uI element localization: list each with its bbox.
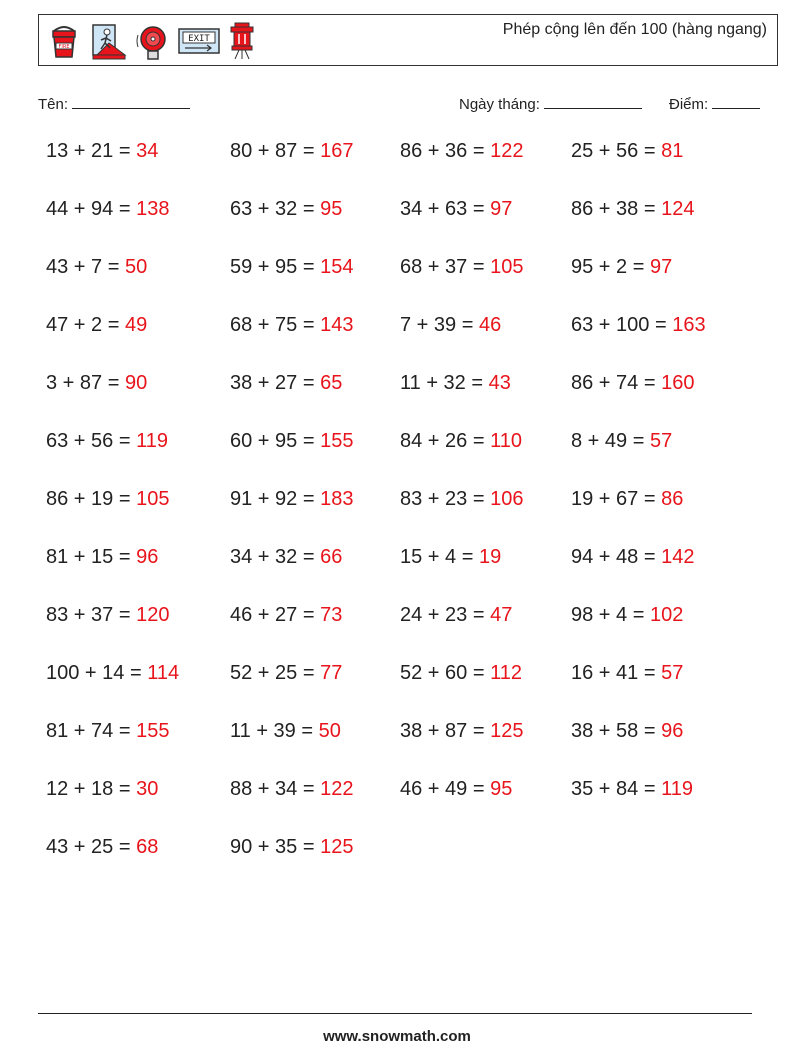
problem-answer: 154 [320,256,354,278]
problem-answer: 124 [661,198,695,220]
problem-question: 47 + 2 = [46,314,125,336]
problem-answer: 106 [490,488,524,510]
name-field [38,94,190,113]
problem-question: 83 + 23 = [400,488,491,510]
problem-answer: 66 [320,546,343,568]
problem-answer: 167 [320,140,354,162]
problem-item [400,488,523,511]
fire-bucket-icon [45,21,83,61]
problem-answer: 125 [490,720,524,742]
svg-text:FIRE: FIRE [58,44,70,50]
problem-answer: 102 [649,604,684,626]
problem-question: 43 + 25 = [46,836,137,858]
problem-item [571,198,694,221]
problem-answer: 119 [661,778,693,800]
problem-answer: 122 [490,140,524,162]
problem-item [46,256,147,279]
problem-item [571,778,693,801]
score-field [669,94,760,113]
problem-answer: 19 [478,546,502,568]
problem-item [46,662,179,685]
problem-answer: 142 [661,546,695,568]
problem-item [230,430,353,453]
problem-item [230,836,353,859]
problem-answer: 160 [661,372,695,394]
problem-question: 11 + 39 = [230,720,319,742]
problem-question: 38 + 27 = [230,372,321,394]
problem-question: 38 + 58 = [571,720,662,742]
problem-item [46,488,169,511]
problem-item [230,314,353,337]
worksheet-title: Phép cộng lên đến 100 (hàng ngang) [502,21,767,38]
problem-question: 24 + 23 = [400,604,491,626]
problem-question: 52 + 60 = [400,662,491,684]
problem-answer: 119 [136,430,168,452]
problem-item [46,140,158,163]
date-label: Ngày tháng: [459,96,540,113]
problem-answer: 30 [136,778,159,800]
problem-item [46,430,168,453]
problem-answer: 50 [318,720,341,742]
problem-question: 43 + 7 = [46,256,125,278]
problem-question: 44 + 94 = [46,198,137,220]
problem-question: 90 + 35 = [230,836,321,858]
problem-item [400,778,512,801]
problem-item [400,140,523,163]
problem-question: 81 + 15 = [46,546,137,568]
problem-answer: 122 [320,778,354,800]
problem-question: 38 + 87 = [400,720,491,742]
problem-answer: 95 [490,778,513,800]
problem-item [571,546,694,569]
problem-item [46,604,169,627]
date-field [459,94,642,113]
problem-question: 3 + 87 = [46,372,125,394]
problem-answer: 73 [320,604,343,626]
problem-answer: 105 [136,488,170,510]
problem-item [230,488,353,511]
problem-answer: 34 [136,140,159,162]
problem-item [46,314,147,337]
problem-answer: 105 [490,256,524,278]
exit-sign-icon [177,21,221,61]
name-blank[interactable] [72,94,190,109]
fire-hydrant-icon [227,21,257,61]
problem-question: 88 + 34 = [230,778,321,800]
problem-question: 15 + 4 = [400,546,479,568]
problem-item [571,430,672,453]
problem-question: 11 + 32 = [400,372,489,394]
problem-item [571,488,683,511]
problem-item [400,430,522,453]
problem-answer: 120 [136,604,170,626]
problem-item [230,604,342,627]
problem-question: 63 + 100 = [571,314,673,336]
problem-question: 60 + 95 = [230,430,321,452]
problem-question: 35 + 84 = [571,778,662,800]
problem-answer: 183 [320,488,354,510]
problem-question: 84 + 26 = [400,430,491,452]
problem-question: 16 + 41 = [571,662,662,684]
problem-item [400,256,523,279]
problem-answer: 95 [320,198,343,220]
problem-item [571,662,683,685]
problem-question: 95 + 2 = [571,256,650,278]
problem-answer: 97 [649,256,673,278]
problem-question: 68 + 37 = [400,256,491,278]
problem-question: 81 + 74 = [46,720,137,742]
score-blank[interactable] [712,94,760,109]
problem-question: 83 + 37 = [46,604,137,626]
problem-item [230,778,353,801]
problem-item [400,546,501,569]
problem-answer: 114 [147,662,180,684]
problem-question: 63 + 56 = [46,430,137,452]
problem-item [571,314,706,337]
problem-item [400,372,511,395]
problem-item [400,604,512,627]
problem-answer: 65 [320,372,343,394]
problem-question: 7 + 39 = [400,314,479,336]
problem-answer: 50 [124,256,148,278]
fire-alarm-bell-icon [133,21,171,61]
problem-question: 86 + 38 = [571,198,662,220]
problem-item [571,256,672,279]
problem-answer: 163 [672,314,706,336]
score-label: Điểm: [669,96,709,113]
problem-question: 63 + 32 = [230,198,321,220]
problem-question: 34 + 32 = [230,546,321,568]
problem-item [230,256,353,279]
problem-answer: 49 [124,314,148,336]
icon-strip [45,19,257,63]
problem-item [571,372,694,395]
problem-answer: 155 [320,430,354,452]
problem-item [230,140,353,163]
problem-item [46,546,158,569]
problem-question: 86 + 19 = [46,488,137,510]
problem-item [46,720,169,743]
problem-question: 100 + 14 = [46,662,148,684]
problem-question: 46 + 49 = [400,778,491,800]
name-label: Tên: [38,96,69,113]
problem-answer: 86 [661,488,684,510]
problem-answer: 155 [136,720,170,742]
problem-item [571,140,683,163]
problem-answer: 97 [490,198,513,220]
problem-question: 12 + 18 = [46,778,137,800]
problem-item [400,720,523,743]
problem-item [46,836,158,859]
problem-answer: 125 [320,836,354,858]
problem-item [46,198,169,221]
problem-item [571,720,683,743]
problem-answer: 47 [490,604,513,626]
problem-question: 46 + 27 = [230,604,321,626]
footer-url: www.snowmath.com [323,1028,471,1045]
problem-answer: 57 [661,662,684,684]
problem-item [400,662,522,685]
footer-divider [38,1013,752,1014]
problem-item [230,546,342,569]
problem-answer: 43 [488,372,511,394]
problem-answer: 138 [136,198,170,220]
date-blank[interactable] [544,94,642,109]
problem-answer: 77 [320,662,343,684]
problem-question: 94 + 48 = [571,546,662,568]
problem-question: 34 + 63 = [400,198,491,220]
emergency-exit-icon [89,21,127,61]
problem-answer: 112 [490,662,522,684]
problem-item [400,198,512,221]
problem-answer: 110 [490,430,522,452]
problem-question: 13 + 21 = [46,140,137,162]
problem-question: 8 + 49 = [571,430,650,452]
problem-item [46,778,158,801]
problem-answer: 143 [320,314,354,336]
problem-answer: 96 [136,546,159,568]
problem-question: 86 + 74 = [571,372,662,394]
problem-answer: 57 [649,430,673,452]
problem-question: 19 + 67 = [571,488,662,510]
problem-question: 52 + 25 = [230,662,321,684]
header-box [38,14,778,66]
problem-question: 80 + 87 = [230,140,321,162]
problem-question: 98 + 4 = [571,604,650,626]
problem-answer: 81 [661,140,684,162]
problem-item [230,372,342,395]
problem-item [230,198,342,221]
problem-answer: 96 [661,720,684,742]
problem-item [230,720,341,743]
problem-question: 59 + 95 = [230,256,321,278]
problem-answer: 68 [136,836,159,858]
problem-question: 25 + 56 = [571,140,662,162]
problem-item [46,372,147,395]
problem-question: 86 + 36 = [400,140,491,162]
problem-answer: 90 [124,372,148,394]
problem-question: 68 + 75 = [230,314,321,336]
problem-item [571,604,683,627]
problem-item [230,662,342,685]
problem-item [400,314,501,337]
problem-answer: 46 [478,314,502,336]
svg-text:EXIT: EXIT [188,34,210,44]
problem-question: 91 + 92 = [230,488,321,510]
